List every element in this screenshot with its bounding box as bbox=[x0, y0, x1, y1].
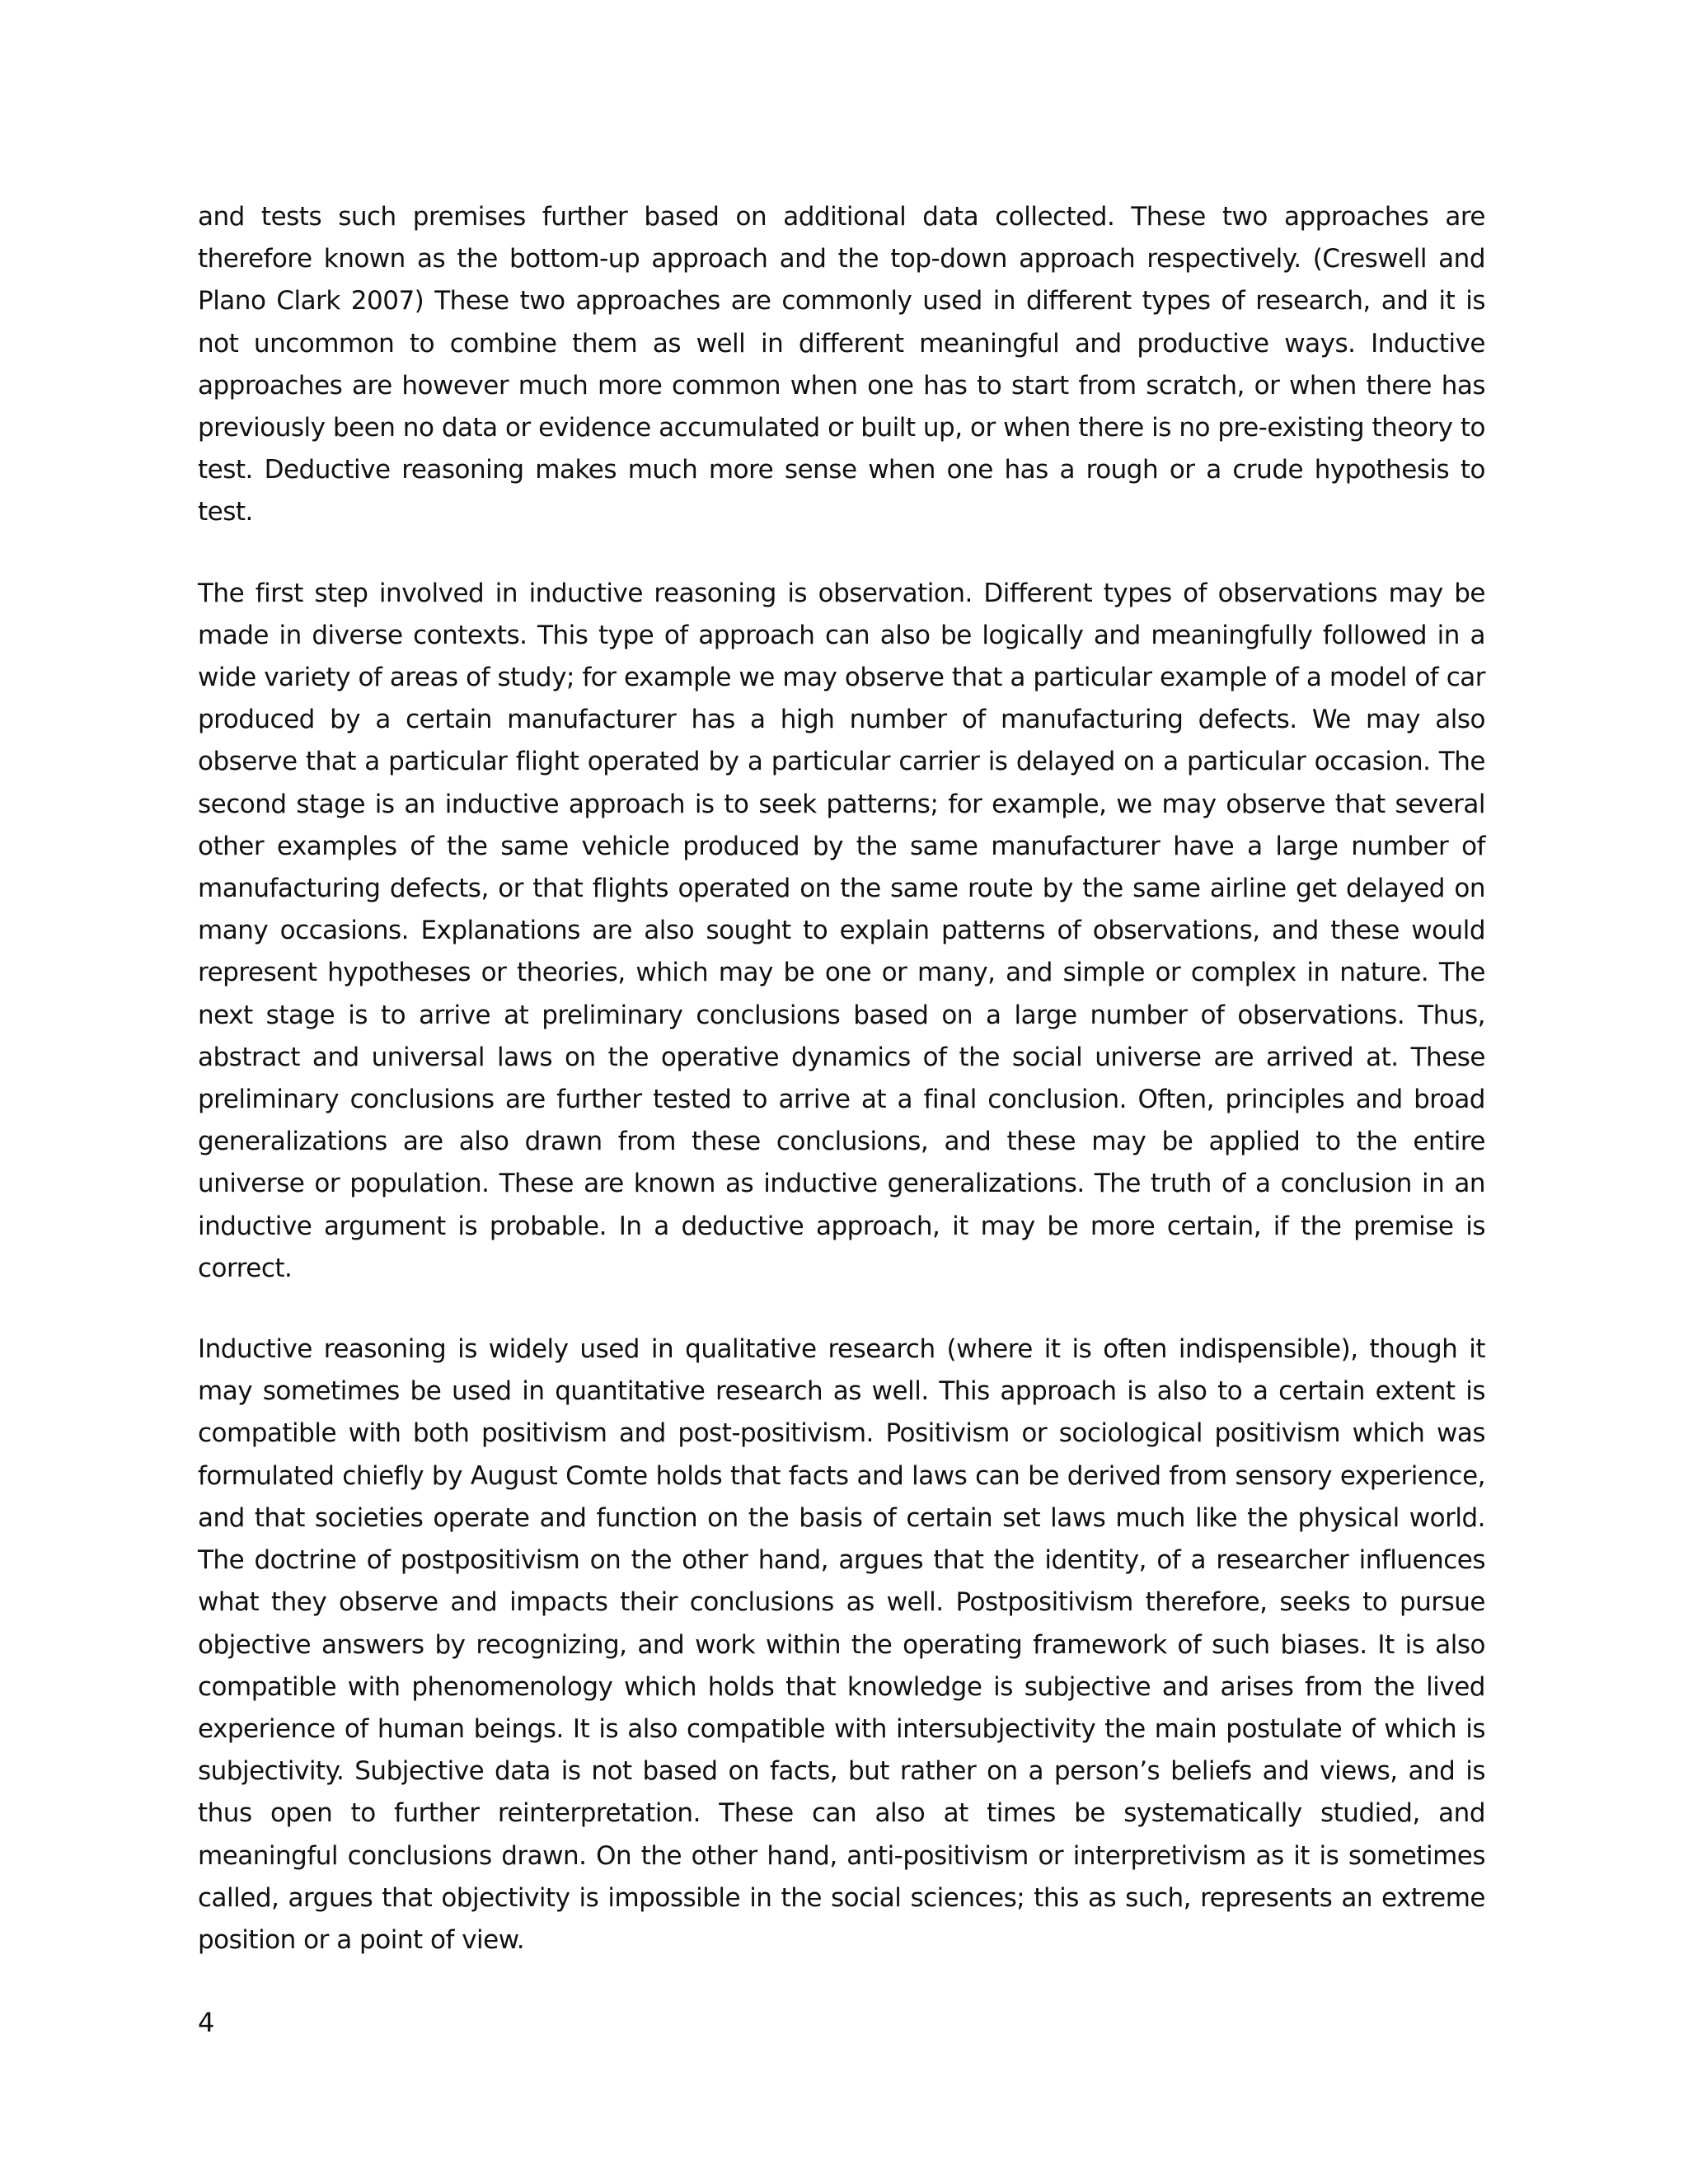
paragraph-positivism: Inductive reasoning is widely used in qualitative research (where it is often indispensible), though it may sometimes be used in quantitative research as well. This approach is also to a certain extent is compatible with both positivism and post-positivism. Positivism or sociological positivism which was formulated chiefly by August Comte holds that facts and laws can be derived from sensory experience, and that societies operate and function on the basis of certain set laws much like the physical world. The doctrine of postpositivism on the other hand, argues that the identity, of a researcher influences what they observe and impacts their conclusions as well. Postpositivism therefore, seeks to pursue objective answers by recognizing, and work within the operating framework of such biases. It is also compatible with phenomenology which holds that knowledge is subjective and arises from the lived experience of human beings. It is also compatible with intersubjectivity the main postulate of which is subjectivity. Subjective data is not based on facts, but rather on a person’s beliefs and views, and is thus open to further reinterpretation. These can also at times be systematically studied, and meaningful conclusions drawn. On the other hand, anti-positivism or interpretivism as it is sometimes called, argues that objectivity is impossible in the social sciences; this as such, represents an extreme position or a point of view. bbox=[198, 1334, 1485, 1955]
paragraph-inductive-steps: The first step involved in inductive reasoning is observation. Different types of observations may be made in diverse contexts. This type of approach can also be logically and meaningfully followed in a wide variety of areas of study; for example we may observe that a particular example of a model of car produced by a certain manufacturer has a high number of manufacturing defects. We may also observe that a particular flight operated by a particular carrier is delayed on a particular occasion. The second stage is an inductive approach is to seek patterns; for example, we may observe that several other examples of the same vehicle produced by the same manufacturer have a large number of manufacturing defects, or that flights operated on the same route by the same airline get delayed on many occasions. Explanations are also sought to explain patterns of observations, and these would represent hypotheses or theories, which may be one or many, and simple or complex in nature. The next stage is to arrive at preliminary conclusions based on a large number of observations. Thus, abstract and universal laws on the operative dynamics of the social universe are arrived at. These preliminary conclusions are further tested to arrive at a final conclusion. Often, principles and broad generalizations are also drawn from these conclusions, and these may be applied to the entire universe or population. These are known as inductive generalizations. The truth of a conclusion in an inductive argument is probable. In a deductive approach, it may be more certain, if the premise is correct. bbox=[198, 578, 1485, 1283]
body-text bbox=[198, 196, 1485, 2000]
page-number: 4 bbox=[198, 2007, 215, 2038]
paragraph-approaches: and tests such premises further based on additional data collected. These two approaches are therefore known as the bottom-up approach and the top-down approach respectively. (Creswell and Plano Clark 2007) These two approaches are commonly used in different types of research, and it is not uncommon to combine them as well in different meaningful and productive ways. Inductive approaches are however much more common when one has to start from scratch, or when there has previously been no data or evidence accumulated or built up, or when there is no pre-existing theory to test. Deductive reasoning makes much more sense when one has a rough or a crude hypothesis to test. bbox=[198, 202, 1485, 527]
